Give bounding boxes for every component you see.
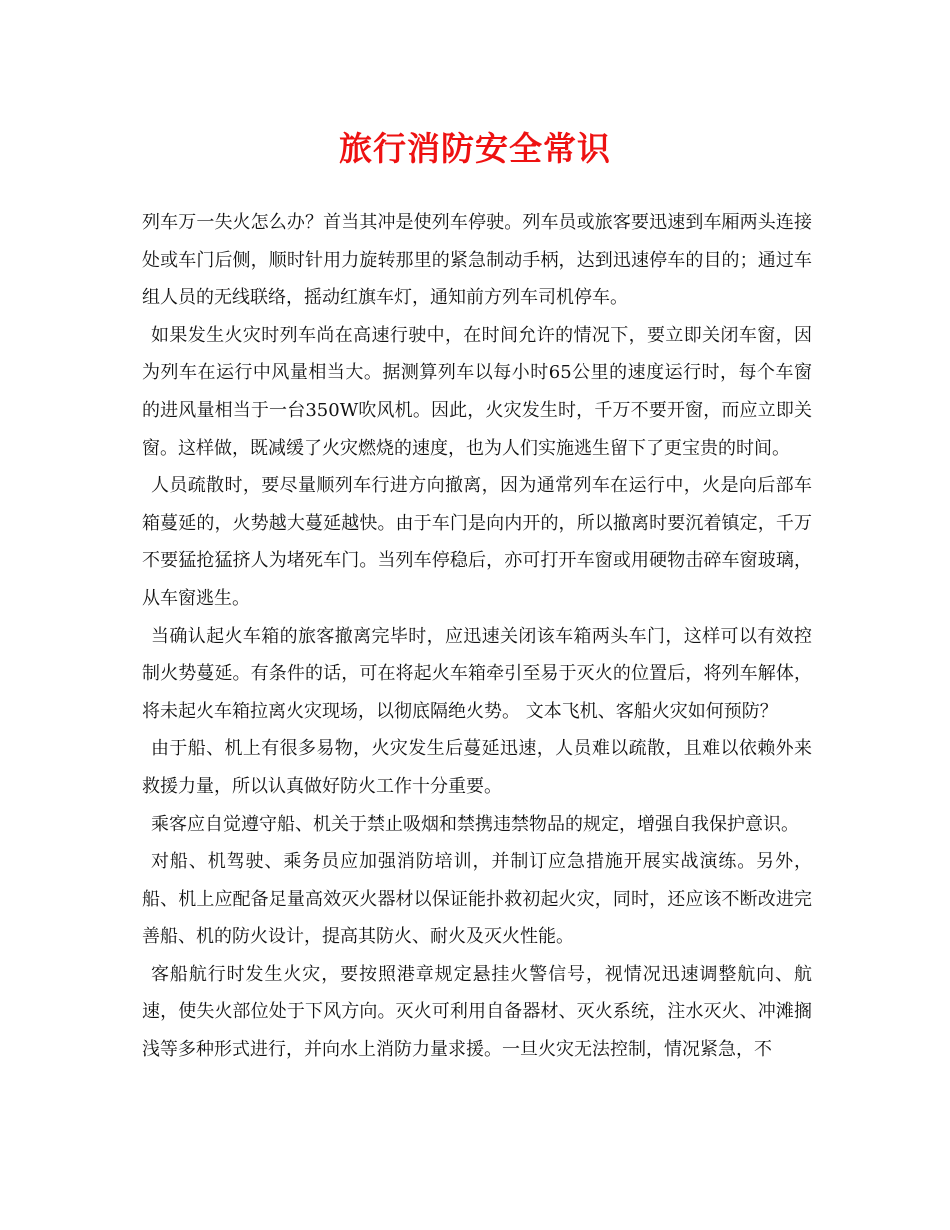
paragraph-crew-training: 对船、机驾驶、乘务员应加强消防培训，并制订应急措施开展实战演练。另外，船、机上应配备足量高效灭火器材以保证能扑救初起火灾，同时，还应该不断改进完善船、机的防火设计，提高其防火、耐火及灭火性能。 [142,851,812,948]
paragraph-close-windows: 如果发生火灾时列车尚在高速行驶中，在时间允许的情况下，要立即关闭车窗，因为列车在运行中风量相当大。据测算列车以每小时65公里的速度运行时，每个车窗的进风量相当于一台350W吹风机。因此，火灾发生时，千万不要开窗，而应立即关窗。这样做，既减缓了火灾燃烧的速度，也为人们实施逃生留下了更宝贵的时间。 [142,324,812,459]
paragraph-ship-plane-risk: 由于船、机上有很多易物，火灾发生后蔓延迅速，人员难以疏散，且难以依赖外来救援力量，所以认真做好防火工作十分重要。 [142,738,812,797]
document-body [142,204,812,1069]
paragraph-evacuation: 人员疏散时，要尽量顺列车行进方向撤离，因为通常列车在运行中，火是向后部车箱蔓延的，火势越大蔓延越快。由于车门是向内开的，所以撤离时要沉着镇定，千万不要猛抢猛挤人为堵死车门。当列车停稳后，亦可打开车窗或用硬物击碎车窗玻璃，从车窗逃生。 [142,475,812,609]
paragraph-passenger-rules: 乘客应自觉遵守船、机关于禁止吸烟和禁携违禁物品的规定，增强自我保护意识。 [151,813,799,835]
paragraph-train-fire-stop: 列车万一失火怎么办？首当其冲是使列车停驶。列车员或旅客要迅速到车厢两头连接处或车门后侧，顺时针用力旋转那里的紧急制动手柄，达到迅速停车的目的；通过车组人员的无线联络，摇动红旗车灯，通知前方列车司机停车。 [142,212,812,309]
paragraph-isolate-carriage: 当确认起火车箱的旅客撤离完毕时，应迅速关闭该车箱两头车门，这样可以有效控制火势蔓延。有条件的话，可在将起火车箱牵引至易于灭火的位置后，将列车解体，将未起火车箱拉离火灾现场，以彻底隔绝火势。 文本飞机、客船火灾如何预防？ [142,625,812,722]
paragraph-ship-fire-response: 客船航行时发生火灾，要按照港章规定悬挂火警信号，视情况迅速调整航向、航速，使失火部位处于下风方向。灭火可利用自备器材、灭火系统，注水灭火、冲滩搁浅等多种形式进行，并向水上消防力量求援。一旦火灾无法控制，情况紧急，不 [142,963,812,1061]
document-title: 旅行消防安全常识 [339,129,611,168]
